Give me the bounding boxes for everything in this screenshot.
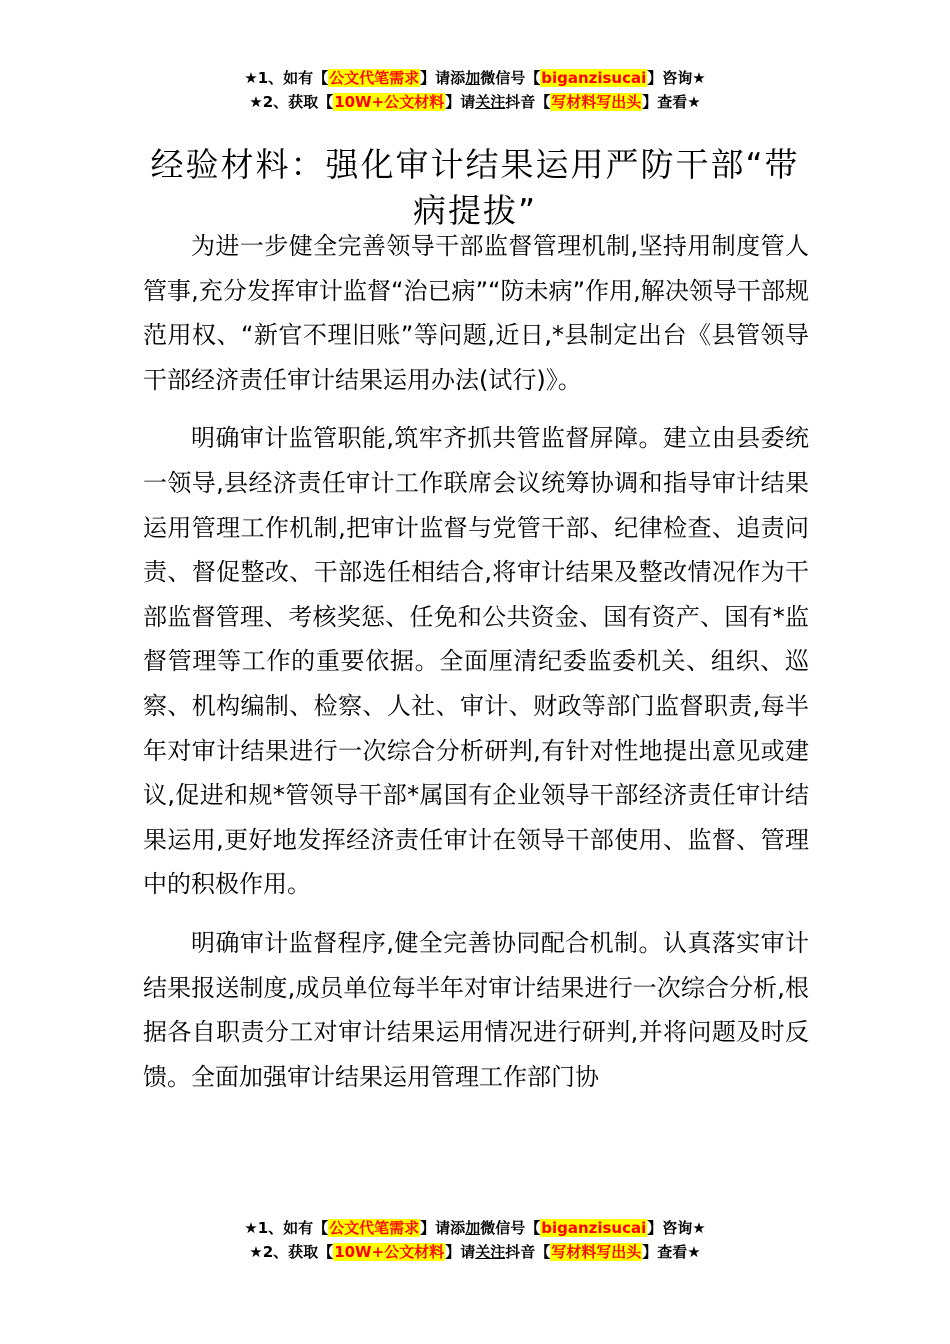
- promo-text: 抖音【: [505, 1243, 551, 1261]
- promo-underline: 加: [465, 69, 481, 87]
- promo-text: ★2、获取【: [249, 1243, 334, 1261]
- paragraph: 明确审计监督程序,健全完善协同配合机制。认真落实审计结果报送制度,成员单位每半年对审计结果进行一次综合分析,根据各自职责分工对审计结果运用情况进行研判,并将问题及时反馈。全面加强审计结果运用管理工作部门协: [143, 928, 809, 1091]
- promo-highlight: biganzisucai: [541, 69, 647, 87]
- promo-text: 】请添: [420, 1219, 466, 1237]
- promo-text: 】请添: [420, 69, 466, 87]
- promo-text: 】请: [445, 1243, 476, 1261]
- promo-highlight: 10W+公文材料: [334, 1243, 445, 1261]
- promo-highlight: 公文代笔需求: [329, 69, 420, 87]
- promo-line-2: [0, 90, 950, 114]
- promo-highlight: 10W+公文材料: [334, 93, 445, 111]
- promo-highlight: biganzisucai: [541, 1219, 647, 1237]
- paragraph: 为进一步健全完善领导干部监督管理机制,坚持用制度管人管事,充分发挥审计监督“治已病”“防未病”作用,解决领导干部规范用权、“新官不理旧账”等问题,近日,*县制定出台《县管领导干部经济责任审计结果运用办法(试行)》。: [143, 232, 809, 394]
- promo-text: 】咨询★: [647, 69, 706, 87]
- paragraph: 明确审计监管职能,筑牢齐抓共管监督屏障。建立由县委统一领导,县经济责任审计工作联席会议统筹协调和指导审计结果运用管理工作机制,把审计监督与党管干部、纪律检查、追责问责、督促整改、干部选任相结合,将审计结果及整改情况作为干部监督管理、考核奖惩、任免和公共资金、国有资产、国有*监督管理等工作的重要依据。全面厘清纪委监委机关、组织、巡察、机构编制、检察、人社、审计、财政等部门监督职责,每半年对审计结果进行一次综合分析研判,有针对性地提出意见或建议,促进和规*管领导干部*属国有企业领导干部经济责任审计结果运用,更好地发挥经济责任审计在领导干部使用、监督、管理中的积极作用。: [143, 424, 809, 899]
- document-body: [143, 224, 809, 1113]
- promo-text: 】咨询★: [647, 1219, 706, 1237]
- promo-text: ★1、如有【: [244, 69, 329, 87]
- promo-highlight: 写材料写出头: [551, 1243, 642, 1261]
- promo-text: 抖音【: [505, 93, 551, 111]
- promo-line-1: [0, 1216, 950, 1240]
- document-title: 经验材料：强化审计结果运用严防干部“带病提拔”: [150, 145, 800, 231]
- promo-highlight: 写材料写出头: [551, 93, 642, 111]
- promo-banner-bottom: [0, 1216, 950, 1264]
- promo-text: ★1、如有【: [244, 1219, 329, 1237]
- promo-line-1: [0, 66, 950, 90]
- promo-text: 】查看★: [642, 93, 701, 111]
- promo-text: 】查看★: [642, 1243, 701, 1261]
- promo-underline: 关注: [475, 1243, 506, 1261]
- promo-text: 微信号【: [480, 69, 541, 87]
- promo-text: ★2、获取【: [249, 93, 334, 111]
- promo-text: 】请: [445, 93, 476, 111]
- promo-highlight: 公文代笔需求: [329, 1219, 420, 1237]
- promo-underline: 关注: [475, 93, 506, 111]
- promo-line-2: [0, 1240, 950, 1264]
- promo-text: 微信号【: [480, 1219, 541, 1237]
- promo-underline: 加: [465, 1219, 481, 1237]
- promo-banner-top: [0, 66, 950, 114]
